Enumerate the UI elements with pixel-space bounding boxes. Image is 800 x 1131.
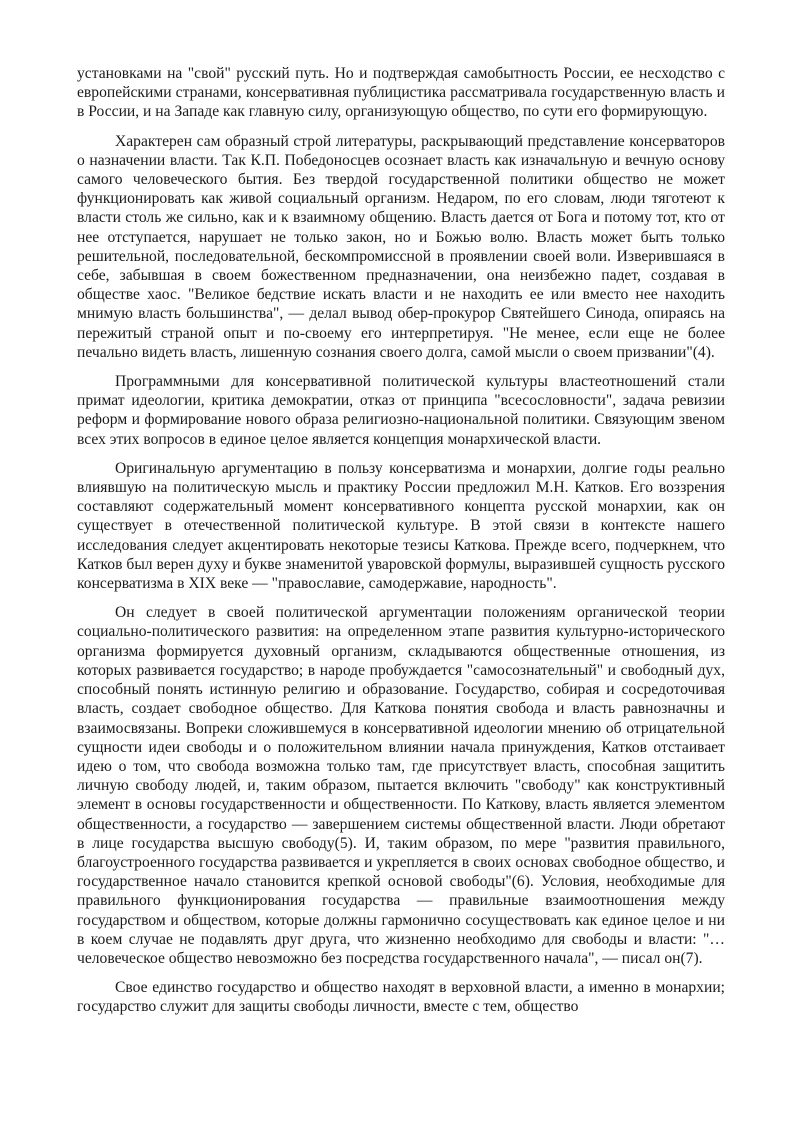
paragraph-pobedonostsev: Характерен сам образный строй литературы, раскрывающий представление консерваторов о назначении власти. Так К.П. Победоносцев осознает власть как изначальную и вечную основу самого человеческого бытия. Без твердой государственной политики общество не может функционировать как живой социальный организм. Недаром, по его словам, люди тяготеют к власти столь же сильно, как и к взаимному общению. Власть дается от Бога и потому тот, кто от нее отступается, нарушает не только закон, но и Божью волю. Власть может быть только решительной, последовательной, бескомпромиссной в проявлении своей воли. Изверившаяся в себе, забывшая в своем божественном предназначении, она неизбежно падет, создавая в обществе хаос. "Великое бедствие искать власти и не находить ее или вместо нее находить мнимую власть большинства", — делал вывод обер-прокурор Святейшего Синода, опираясь на пережитый страной опыт и по-своему его интерпретируя. "Не менее, если еще не более печально видеть власть, лишенную сознания своего долга, самой мысли о своем призвании"(4). — [77, 132, 725, 361]
paragraph-continuation: установками на "свой" русский путь. Но и подтверждая самобытность России, ее несходство с европейскими странами, консервативная публицистика рассматривала государственную власть и в России, и на Западе как главную силу, организующую общество, по сути его формирующую. — [77, 65, 725, 121]
paragraph-program: Программными для консервативной политической культуры властеотношений стали примат идеологии, критика демократии, отказ от принципа "всесословности", задача ревизии реформ и формирование нового образа религиозно-национальной политики. Связующим звеном всех этих вопросов в единое целое является концепция монархической власти. — [77, 373, 725, 448]
document-page — [77, 64, 725, 1027]
paragraph-organic-theory: Он следует в своей политической аргументации положениям органической теории социально-политического развития: на определенном этапе развития культурно-исторического организма формируется духовный организм, складываются общественные отношения, из которых развивается государство; в народе пробуждается "самосознательный" и свободный дух, способный понять истинную религию и образование. Государство, собирая и сосредоточивая власть, создает свободное общество. Для Каткова понятия свобода и власть равнозначны и взаимосвязаны. Вопреки сложившемуся в консервативной идеологии мнению об отрицательной сущности идеи свободы и о положительном влиянии начала принуждения, Катков отстаивает идею о том, что свобода возможна только там, где присутствует власть, способная защитить личную свободу людей, и, таким образом, пытается включить "свободу" как конструктивный элемент в основы государственности и общественности. По Каткову, власть является элементом общественности, а государство — завершением системы общественной власти. Люди обретают в лице государства высшую свободу(5). И, таким образом, по мере "развития правильного, благоустроенного государства развивается и укрепляется в своих основах свободное общество, и государственное начало становится крепкой основой свободы"(6). Условия, необходимые для правильного функционирования государства — правильные взаимоотношения между государством и обществом, которые должны гармонично сосуществовать как единое целое и ни в коем случае не подавлять друг друга, что жизненно необходимо для свободы и власти: "…человеческое общество невозможно без посредства государственного начала", — писал он(7). — [77, 604, 725, 967]
paragraph-katkov-intro: Оригинальную аргументацию в пользу консерватизма и монархии, долгие годы реально влиявшую на политическую мысль и практику России предложил М.Н. Катков. Его воззрения составляют содержательный момент консервативного концепта русской монархии, как он существует в отечественной политической культуре. В этой связи в контексте нашего исследования следует акцентировать некоторые тезисы Каткова. Прежде всего, подчеркнем, что Катков был верен духу и букве знаменитой уваровской формулы, выразившей сущность русского консерватизма в XIX веке — "православие, самодержавие, народность". — [77, 459, 725, 593]
paragraph-monarchy: Свое единство государство и общество находят в верховной власти, а именно в монархии; государство служит для защиты свободы личности, вместе с тем, общество — [77, 979, 725, 1016]
